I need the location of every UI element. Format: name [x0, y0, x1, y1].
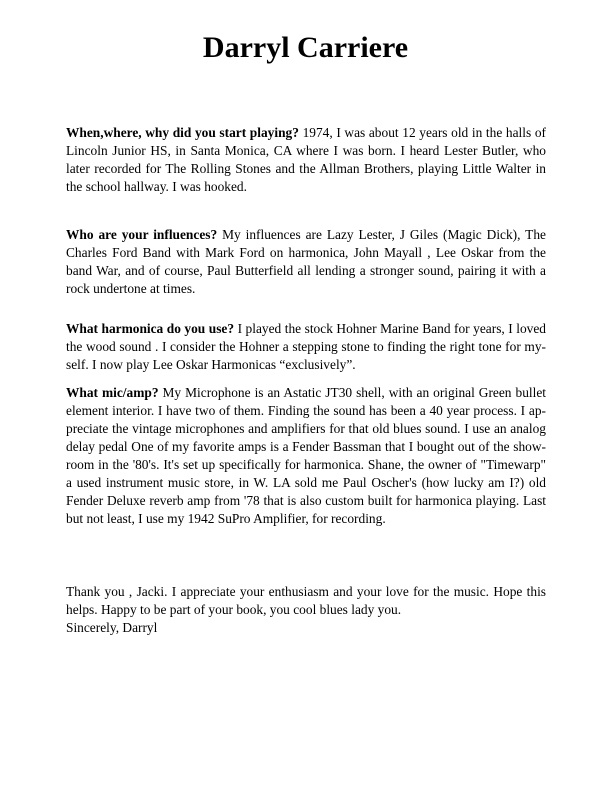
page-title: Darryl Carriere [202, 31, 409, 64]
question-start-playing: When,where, why did you start playing? [66, 125, 299, 140]
question-harmonica: What harmonica do you use? [66, 321, 235, 336]
closing-signoff: Sincerely, Darryl [66, 620, 158, 635]
closing-note [66, 583, 546, 637]
section-start-playing [66, 124, 546, 196]
section-harmonica [66, 320, 546, 374]
section-mic-amp [66, 384, 546, 528]
closing-message: Thank you , Jacki. I appreciate your enthusiasm and your love for the music. Hope this helps. Happy to be part of your book, you cool blues lady you. [66, 584, 546, 617]
question-influences: Who are your influences? [66, 227, 218, 242]
section-influences [66, 226, 546, 298]
answer-harmonica: I played the stock Hohner Marine Band for years, I loved the wood sound . I consider the Hohner a stepping stone to finding the right tone for my-self. I now play Lee Oskar Harmonicas “exclusively”. [66, 321, 546, 372]
answer-influences: My influences are Lazy Lester, J Giles (Magic Dick), The Charles Ford Band with Mark Ford on harmonica, John Mayall , Lee Oskar from the band War, and of course, Paul Butterfield all lending a stronger sound, pairing it with a rock undertone at times. [66, 227, 546, 296]
question-mic-amp: What mic/amp? [66, 385, 159, 400]
answer-start-playing: 1974, I was about 12 years old in the halls of Lincoln Junior HS, in Santa Monica, CA where I was born. I heard Lester Butler, who later recorded for The Rolling Stones and the Allman Brothers, playing Little Walter in the school hallway. I was hooked. [66, 125, 546, 194]
answer-mic-amp: My Microphone is an Astatic JT30 shell, with an original Green bullet element interior. I have two of them. Finding the sound has been a 40 year process. I ap-preciate the vintage microphones and amplifiers for that old blues sound. I use an analog delay pedal One of my favorite amps is a Fender Bassman that I bought out of the show-room in the '80's. It's set up specifically for harmonica. Shane, the owner of "Timewarp" a used instrument music store, in W. LA sold me Paul Oscher's (how lucky am I?) old Fender Deluxe reverb amp from '78 that is also custom built for harmonica playing. Last but not least, I use my 1942 SuPro Amplifier, for recording. [66, 385, 546, 526]
